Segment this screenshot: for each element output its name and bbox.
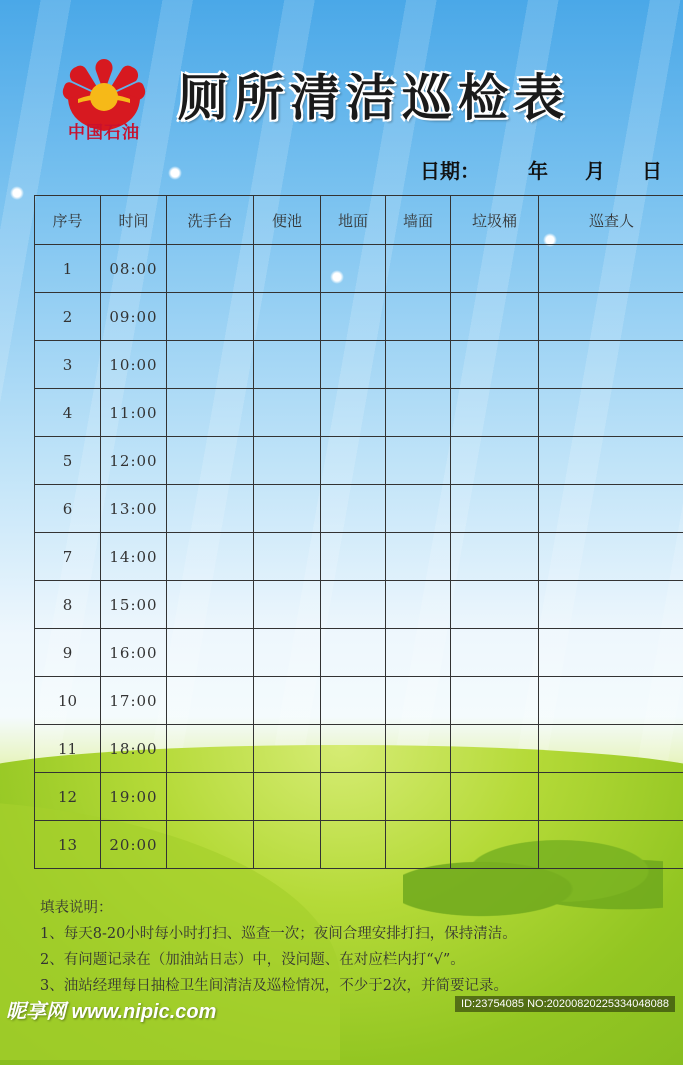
cell-sink[interactable] <box>167 389 254 437</box>
table-header-row <box>35 196 683 245</box>
cell-inspector[interactable] <box>539 677 683 725</box>
col-header-floor: 地面 <box>321 196 386 245</box>
cell-inspector[interactable] <box>539 725 683 773</box>
table-body <box>35 245 683 869</box>
cell-trash[interactable] <box>451 341 539 389</box>
table-row <box>35 389 683 437</box>
row-number: 12 <box>35 773 101 821</box>
cell-sink[interactable] <box>167 821 254 869</box>
row-number: 10 <box>35 677 101 725</box>
cell-sink[interactable] <box>167 581 254 629</box>
table-row <box>35 437 683 485</box>
cell-sink[interactable] <box>167 533 254 581</box>
cell-sink[interactable] <box>167 677 254 725</box>
logo-brand-text: 中国石油 <box>52 118 156 143</box>
cell-sink[interactable] <box>167 485 254 533</box>
cell-trash[interactable] <box>451 773 539 821</box>
cell-sink[interactable] <box>167 629 254 677</box>
cell-trash[interactable] <box>451 533 539 581</box>
date-year: 年 <box>528 155 548 184</box>
cell-inspector[interactable] <box>539 581 683 629</box>
col-header-sink: 洗手台 <box>167 196 254 245</box>
cell-toilet[interactable] <box>254 341 321 389</box>
row-number: 6 <box>35 485 101 533</box>
cell-floor[interactable] <box>321 293 386 341</box>
row-time: 13:00 <box>101 485 167 533</box>
table-row <box>35 341 683 389</box>
cell-inspector[interactable] <box>539 437 683 485</box>
table-row <box>35 293 683 341</box>
cell-trash[interactable] <box>451 485 539 533</box>
cell-wall[interactable] <box>386 677 451 725</box>
watermark-site: 昵享网 www.nipic.com <box>6 995 216 1024</box>
table-row <box>35 821 683 869</box>
watermark-id: ID:23754085 NO:20200820225334048088 <box>455 996 675 1012</box>
row-number: 8 <box>35 581 101 629</box>
col-header-toilet: 便池 <box>254 196 321 245</box>
cell-sink[interactable] <box>167 773 254 821</box>
cell-toilet[interactable] <box>254 245 321 293</box>
row-number: 9 <box>35 629 101 677</box>
cell-toilet[interactable] <box>254 725 321 773</box>
inspection-table <box>34 195 683 869</box>
row-time: 10:00 <box>101 341 167 389</box>
cell-sink[interactable] <box>167 245 254 293</box>
row-time: 11:00 <box>101 389 167 437</box>
cell-toilet[interactable] <box>254 821 321 869</box>
cell-wall[interactable] <box>386 389 451 437</box>
date-label: 日期： <box>420 155 480 184</box>
date-month: 月 <box>585 155 605 184</box>
table-row <box>35 533 683 581</box>
cell-inspector[interactable] <box>539 341 683 389</box>
cell-toilet[interactable] <box>254 437 321 485</box>
cell-sink[interactable] <box>167 437 254 485</box>
cell-floor[interactable] <box>321 389 386 437</box>
row-time: 19:00 <box>101 773 167 821</box>
sparkle <box>168 166 182 180</box>
cell-wall[interactable] <box>386 725 451 773</box>
cell-toilet[interactable] <box>254 629 321 677</box>
date-day: 日 <box>642 155 662 184</box>
row-time: 14:00 <box>101 533 167 581</box>
cell-wall[interactable] <box>386 821 451 869</box>
cell-trash[interactable] <box>451 389 539 437</box>
page-title: 厕所清洁巡检表 <box>178 58 658 130</box>
cell-inspector[interactable] <box>539 773 683 821</box>
row-number: 11 <box>35 725 101 773</box>
instruction-item: 3、油站经理每日抽检卫生间清洁及巡检情况，不少于2次，并简要记录。 <box>40 973 680 999</box>
cell-toilet[interactable] <box>254 533 321 581</box>
cell-floor[interactable] <box>321 677 386 725</box>
table-row <box>35 773 683 821</box>
cell-trash[interactable] <box>451 821 539 869</box>
row-time: 12:00 <box>101 437 167 485</box>
cell-trash[interactable] <box>451 677 539 725</box>
cell-floor[interactable] <box>321 725 386 773</box>
cell-wall[interactable] <box>386 245 451 293</box>
cell-toilet[interactable] <box>254 485 321 533</box>
cell-toilet[interactable] <box>254 677 321 725</box>
cell-trash[interactable] <box>451 581 539 629</box>
col-header-trash: 垃圾桶 <box>451 196 539 245</box>
row-number: 5 <box>35 437 101 485</box>
col-header-inspector: 巡查人 <box>539 196 683 245</box>
cell-toilet[interactable] <box>254 293 321 341</box>
cell-floor[interactable] <box>321 437 386 485</box>
col-header-no: 序号 <box>35 196 101 245</box>
cell-floor[interactable] <box>321 821 386 869</box>
instruction-item: 1、每天8-20小时每小时打扫、巡查一次；夜间合理安排打扫，保持清洁。 <box>40 921 680 947</box>
cell-trash[interactable] <box>451 629 539 677</box>
cell-wall[interactable] <box>386 629 451 677</box>
cell-inspector[interactable] <box>539 245 683 293</box>
cell-toilet[interactable] <box>254 581 321 629</box>
row-time: 18:00 <box>101 725 167 773</box>
table-row <box>35 485 683 533</box>
date-row <box>420 155 670 185</box>
cell-wall[interactable] <box>386 533 451 581</box>
cell-toilet[interactable] <box>254 773 321 821</box>
cell-floor[interactable] <box>321 581 386 629</box>
cell-wall[interactable] <box>386 341 451 389</box>
row-time: 09:00 <box>101 293 167 341</box>
instruction-item: 2、有问题记录在（加油站日志）中，没问题、在对应栏内打“√”。 <box>40 947 680 973</box>
cell-toilet[interactable] <box>254 389 321 437</box>
instructions <box>40 895 680 999</box>
cell-wall[interactable] <box>386 581 451 629</box>
table-row <box>35 581 683 629</box>
cell-inspector[interactable] <box>539 629 683 677</box>
cell-wall[interactable] <box>386 485 451 533</box>
row-number: 2 <box>35 293 101 341</box>
table-row <box>35 629 683 677</box>
col-header-time: 时间 <box>101 196 167 245</box>
cell-sink[interactable] <box>167 725 254 773</box>
table-row <box>35 677 683 725</box>
cell-floor[interactable] <box>321 629 386 677</box>
row-number: 1 <box>35 245 101 293</box>
row-time: 20:00 <box>101 821 167 869</box>
cell-sink[interactable] <box>167 341 254 389</box>
cell-inspector[interactable] <box>539 389 683 437</box>
cell-inspector[interactable] <box>539 821 683 869</box>
cell-trash[interactable] <box>451 437 539 485</box>
cell-trash[interactable] <box>451 725 539 773</box>
sparkle <box>10 186 24 200</box>
row-number: 4 <box>35 389 101 437</box>
row-time: 08:00 <box>101 245 167 293</box>
cell-trash[interactable] <box>451 245 539 293</box>
cell-floor[interactable] <box>321 773 386 821</box>
row-time: 17:00 <box>101 677 167 725</box>
cell-floor[interactable] <box>321 341 386 389</box>
row-time: 16:00 <box>101 629 167 677</box>
cell-inspector[interactable] <box>539 485 683 533</box>
instructions-heading: 填表说明： <box>40 895 680 921</box>
col-header-wall: 墙面 <box>386 196 451 245</box>
cell-wall[interactable] <box>386 773 451 821</box>
cell-floor[interactable] <box>321 533 386 581</box>
cell-inspector[interactable] <box>539 533 683 581</box>
row-time: 15:00 <box>101 581 167 629</box>
cell-wall[interactable] <box>386 437 451 485</box>
table-row <box>35 725 683 773</box>
cell-floor[interactable] <box>321 245 386 293</box>
cell-wall[interactable] <box>386 293 451 341</box>
cell-inspector[interactable] <box>539 293 683 341</box>
row-number: 7 <box>35 533 101 581</box>
cell-sink[interactable] <box>167 293 254 341</box>
row-number: 3 <box>35 341 101 389</box>
cell-floor[interactable] <box>321 485 386 533</box>
table-row <box>35 245 683 293</box>
row-number: 13 <box>35 821 101 869</box>
cell-trash[interactable] <box>451 293 539 341</box>
